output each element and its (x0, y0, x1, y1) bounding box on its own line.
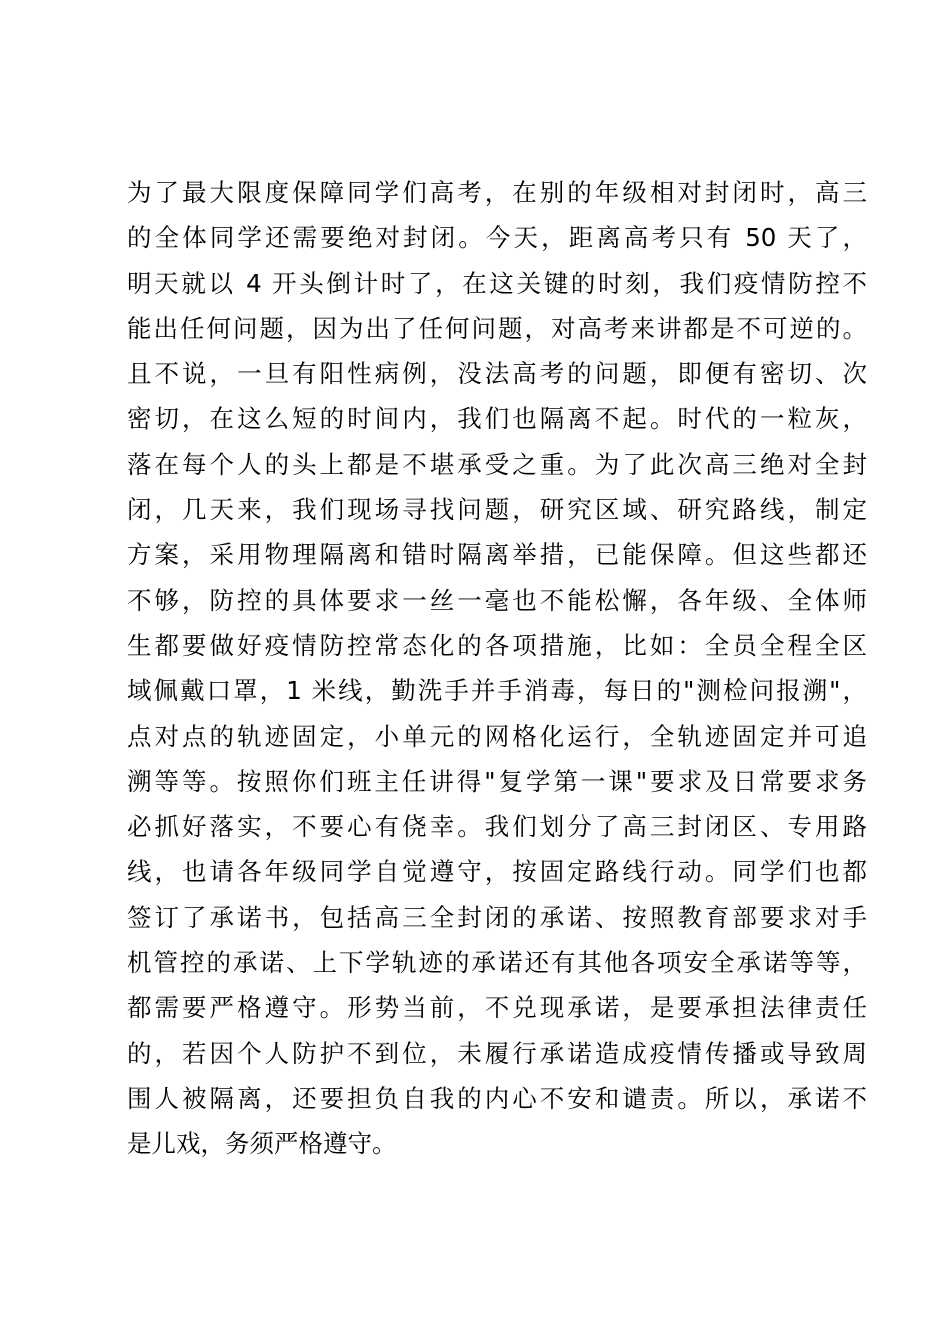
text-line: 闭，几天来，我们现场寻找问题，研究区域、研究路线，制定 (127, 495, 867, 525)
text-line: 明天就以 4 开头倒计时了，在这关键的时刻，我们疫情防控不 (127, 268, 867, 298)
text-line: 不够，防控的具体要求一丝一毫也不能松懈，各年级、全体师 (127, 585, 867, 615)
text-line: 域佩戴口罩，1 米线，勤洗手并手消毒，每日的"测检问报溯"， (127, 676, 867, 706)
body-paragraph (127, 170, 867, 1167)
text-line: 能出任何问题，因为出了任何问题，对高考来讲都是不可逆的。 (127, 313, 867, 343)
text-line: 且不说，一旦有阳性病例，没法高考的问题，即便有密切、次 (127, 359, 867, 389)
text-line: 都需要严格遵守。形势当前，不兑现承诺，是要承担法律责任 (127, 993, 867, 1023)
text-line: 溯等等。按照你们班主任讲得"复学第一课"要求及日常要求务 (127, 766, 867, 796)
text-line: 密切，在这么短的时间内，我们也隔离不起。时代的一粒灰， (127, 404, 867, 434)
text-line: 必抓好落实，不要心有侥幸。我们划分了高三封闭区、专用路 (127, 812, 867, 842)
text-line: 线，也请各年级同学自觉遵守，按固定路线行动。同学们也都 (127, 857, 867, 887)
text-line: 点对点的轨迹固定，小单元的网格化运行，全轨迹固定并可追 (127, 721, 867, 751)
text-line: 签订了承诺书，包括高三全封闭的承诺、按照教育部要求对手 (127, 902, 867, 932)
text-line: 生都要做好疫情防控常态化的各项措施，比如：全员全程全区 (127, 630, 867, 660)
text-line: 的全体同学还需要绝对封闭。今天，距离高考只有 50 天了， (127, 223, 867, 253)
text-line: 是儿戏，务须严格遵守。 (127, 1129, 397, 1159)
text-line: 为了最大限度保障同学们高考，在别的年级相对封闭时，高三 (127, 178, 867, 207)
text-line: 机管控的承诺、上下学轨迹的承诺还有其他各项安全承诺等等， (127, 948, 867, 978)
text-line: 落在每个人的头上都是不堪承受之重。为了此次高三绝对全封 (127, 449, 867, 479)
text-line: 的，若因个人防护不到位，未履行承诺造成疫情传播或导致周 (127, 1038, 867, 1068)
text-line: 方案，采用物理隔离和错时隔离举措，已能保障。但这些都还 (127, 540, 867, 570)
text-line: 围人被隔离，还要担负自我的内心不安和谴责。所以，承诺不 (127, 1083, 867, 1113)
